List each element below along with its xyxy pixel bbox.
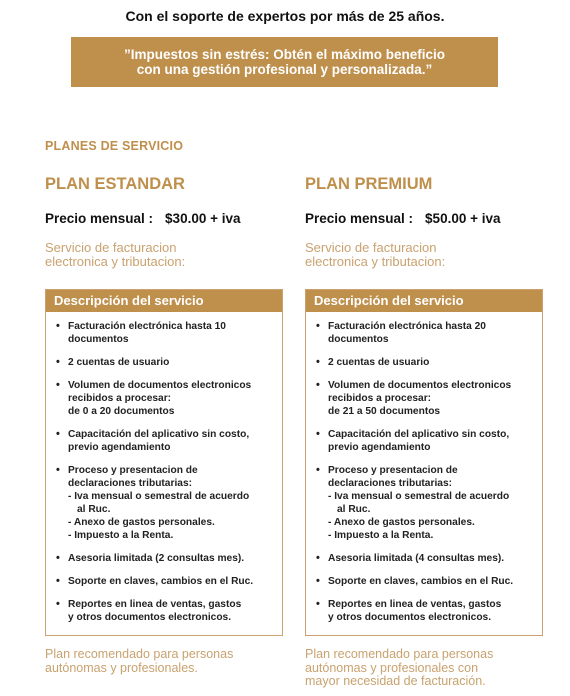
item-line: • Reportes en linea de ventas, gastos bbox=[68, 599, 242, 610]
tagline: Con el soporte de expertos por más de 25 años. bbox=[125, 8, 445, 24]
quote-banner bbox=[71, 37, 498, 87]
price-value: $30.00 + iva bbox=[165, 211, 241, 226]
item-line: previo agendamiento bbox=[328, 442, 431, 453]
item-line: • Reportes en linea de ventas, gastos bbox=[328, 599, 502, 610]
item-line: al Ruc. bbox=[77, 504, 111, 515]
item-line: • Capacitación del aplicativo sin costo, bbox=[68, 429, 250, 440]
item-line: declaraciones tributarias: bbox=[328, 478, 452, 489]
list-item bbox=[328, 552, 536, 565]
service-card bbox=[305, 289, 543, 636]
item-line: • Asesoria limitada (4 consultas mes). bbox=[328, 553, 505, 564]
plan-name: PLAN ESTANDAR bbox=[45, 175, 185, 193]
item-line: documentos bbox=[328, 334, 389, 345]
item-line: • 2 cuentas de usuario bbox=[328, 357, 430, 368]
item-line: • Asesoria limitada (2 consultas mes). bbox=[68, 553, 245, 564]
item-line: recibidos a procesar: bbox=[68, 393, 172, 404]
recommend-line: mayor necesidad de facturación. bbox=[305, 674, 486, 688]
list-item bbox=[328, 356, 536, 369]
card-title: Descripción del servicio bbox=[46, 290, 282, 312]
item-line: • Volumen de documentos electronicos bbox=[68, 380, 252, 391]
item-line: • Volumen de documentos electronicos bbox=[328, 380, 512, 391]
list-item bbox=[68, 575, 276, 588]
service-description bbox=[45, 241, 285, 269]
price-value: $50.00 + iva bbox=[425, 211, 501, 226]
list-item bbox=[68, 598, 276, 624]
item-line: • Proceso y presentacion de bbox=[328, 465, 458, 476]
list-item bbox=[68, 379, 276, 418]
price-label: Precio mensual : bbox=[45, 211, 154, 226]
recommendation bbox=[45, 648, 285, 675]
feature-list bbox=[306, 312, 542, 624]
item-line: - Iva mensual o semestral de acuerdo bbox=[68, 491, 250, 502]
recommend-line: autónomas y profesionales con bbox=[305, 660, 479, 675]
item-line: • Proceso y presentacion de bbox=[68, 465, 198, 476]
item-line: previo agendamiento bbox=[68, 442, 171, 453]
recommend-line: Plan recomendado para personas bbox=[45, 647, 234, 661]
list-item bbox=[328, 575, 536, 588]
recommend-line: autónomas y profesionales. bbox=[45, 660, 198, 675]
item-line: declaraciones tributarias: bbox=[68, 478, 192, 489]
list-item bbox=[328, 464, 536, 542]
item-line: recibidos a procesar: bbox=[328, 393, 432, 404]
list-item bbox=[68, 320, 276, 346]
item-line: y otros documentos electronicos. bbox=[328, 612, 492, 623]
item-line: - Iva mensual o semestral de acuerdo bbox=[328, 491, 510, 502]
item-line: de 21 a 50 documentos bbox=[328, 406, 441, 417]
item-line: • Facturación electrónica hasta 10 bbox=[68, 321, 226, 332]
quote-line-1: ”Impuestos sin estrés: Obtén el máximo beneficio bbox=[123, 47, 446, 62]
list-item bbox=[68, 552, 276, 565]
feature-list bbox=[46, 312, 282, 624]
item-line: al Ruc. bbox=[337, 504, 371, 515]
item-line: • 2 cuentas de usuario bbox=[68, 357, 170, 368]
price-row bbox=[45, 211, 241, 226]
service-desc-line: electronica y tributacion: bbox=[305, 254, 446, 269]
list-item bbox=[328, 320, 536, 346]
list-item bbox=[68, 356, 276, 369]
plan-name: PLAN PREMIUM bbox=[305, 175, 433, 193]
service-desc-line: Servicio de facturacion bbox=[305, 240, 437, 255]
item-line: de 0 a 20 documentos bbox=[68, 406, 175, 417]
price-label: Precio mensual : bbox=[305, 211, 414, 226]
card-title: Descripción del servicio bbox=[306, 290, 542, 312]
list-item bbox=[328, 428, 536, 454]
quote-line-2: con una gestión profesional y personalizada.” bbox=[136, 62, 433, 77]
item-line: documentos bbox=[68, 334, 129, 345]
item-line: y otros documentos electronicos. bbox=[68, 612, 232, 623]
service-desc-line: Servicio de facturacion bbox=[45, 240, 177, 255]
item-line: • Soporte en claves, cambios en el Ruc. bbox=[68, 576, 254, 587]
list-item bbox=[68, 428, 276, 454]
service-card bbox=[45, 289, 283, 636]
item-line: • Capacitación del aplicativo sin costo, bbox=[328, 429, 510, 440]
list-item bbox=[328, 598, 536, 624]
recommendation bbox=[305, 648, 545, 689]
recommend-line: Plan recomendado para personas bbox=[305, 647, 494, 661]
service-description bbox=[305, 241, 545, 269]
price-row bbox=[305, 211, 501, 226]
item-line: • Soporte en claves, cambios en el Ruc. bbox=[328, 576, 514, 587]
section-title: PLANES DE SERVICIO bbox=[45, 139, 184, 153]
item-line: - Anexo de gastos personales. bbox=[68, 517, 215, 528]
item-line: - Impuesto a la Renta. bbox=[68, 530, 174, 541]
item-line: - Impuesto a la Renta. bbox=[328, 530, 434, 541]
list-item bbox=[68, 464, 276, 542]
service-desc-line: electronica y tributacion: bbox=[45, 254, 186, 269]
item-line: • Facturación electrónica hasta 20 bbox=[328, 321, 486, 332]
list-item bbox=[328, 379, 536, 418]
item-line: - Anexo de gastos personales. bbox=[328, 517, 475, 528]
